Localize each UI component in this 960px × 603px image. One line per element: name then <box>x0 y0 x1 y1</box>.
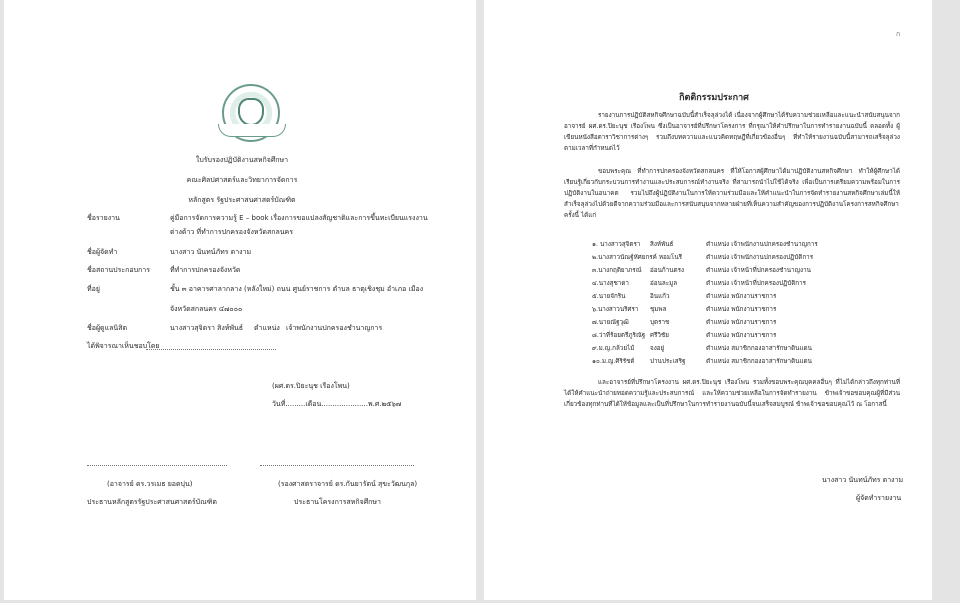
person-name: ๗.นายณัฐวุฒิ <box>592 319 629 326</box>
acknowledgement-paragraph-1: รายงานการปฏิบัติสหกิจศึกษาฉบับนี้สำเร็จลุล่วงได้ เนื่องจากผู้ศึกษาได้รับความช่วยเหลือและแนะนำสนับสนุนจากอาจารย์ ผศ.ดร.ปิยะนุช เรืองโพน ซึ่งเป็นอาจารย์ที่ปรึกษาโครงการ ที่กรุณาให้คำปรึกษาในการทำรายงานฉบับนี้ ตลอดทั้ง ผู้เขียนหนังสือตาราวิชาการต่างๆ รวมถึงบทความและแนวคิดทฤษฎีที่เกี่ยวข้องอื่นๆ ที่ทำให้รายงานฉบับนี้สามารถเสร็จลุล่วงตามเวลาที่กำหนดไว้ <box>564 112 900 152</box>
field-label-supervisor: ชื่อผู้ดูแลนิสิต <box>87 324 128 332</box>
certificate-title: ใบรับรองปฏิบัติงานสหกิจศึกษา <box>195 156 289 164</box>
person-name: ๙.ม.ญ.กล้วยไม้ <box>592 345 635 352</box>
person-surname: จงอยู่ <box>650 345 665 352</box>
person-name: ๓.นางกฤติยาภรณ์ <box>592 267 642 274</box>
person-position: ตำแหน่ง เจ้าพนักงานปกครองชำนาญการ <box>706 241 818 248</box>
program-name: หลักสูตร รัฐประศาสนศาสตร์บัณฑิต <box>188 196 296 204</box>
person-name: ๒.นางสาวนัณฐ์หัศยกรค์ หอมโนรี <box>592 254 683 261</box>
seal-ribbon-icon <box>218 124 286 137</box>
signer1-title: ประธานหลักสูตรรัฐประศาสนศาสตร์บัณฑิต <box>87 498 217 506</box>
person-position: ตำแหน่ง สมาชิกกองอาสารักษาดินแดน <box>706 345 812 352</box>
signer1-name: (อาจารย์ ดร.วรเมธ ยอดบุ่น) <box>107 480 193 488</box>
university-seal-logo <box>222 84 280 142</box>
person-surname: อ่อนละมูล <box>650 280 678 287</box>
seal-emblem-icon <box>238 98 264 126</box>
field-label-position: ตำแหน่ง <box>254 324 280 332</box>
signer2-name: (รองศาสตราจารย์ ดร.กันยารัตน์ สุขะวัฒนกุล) <box>278 480 418 488</box>
person-name: ๔.นางสุชาดา <box>592 280 629 287</box>
acknowledgement-title: กิตติกรรมประกาศ <box>679 93 749 103</box>
field-value-supervisor: นางสาวสุจิตรา สิงห์พันธ์ <box>170 324 244 332</box>
person-position: ตำแหน่ง พนักงานราชการ <box>706 319 777 326</box>
acknowledgement-paragraph-3: และอาจารย์ที่ปรึกษาโครงงาน ผศ.ดร.ปิยะนุช เรืองโพน รวมทั้งขอบพระคุณบุคคลอื่นๆ ที่ไม่ได้กล่าวถึงทุกท่านที่ได้ให้คำแนะนำถ่ายทอดความรู้และประสบการณ์ และให้ความช่วยเหลือในการจัดทำรายงาน ข้าพเจ้าขอขอบคุณผู้ที่มีส่วนเกี่ยวข้องทุกท่านที่ได้ให้ข้อมูลและเป็นที่ปรึกษาในการทำรายงานฉบับนี้จนเสร็จสมบูรณ์ ข้าพเจ้าขอขอบคุณไว้ ณ โอกาสนี้ <box>564 379 900 408</box>
person-name: ๑. นางสาวสุจิตรา <box>592 241 641 248</box>
faculty-name: คณะศิลปศาสตร์และวิทยาการจัดการ <box>186 176 298 184</box>
field-label-author: ชื่อผู้จัดทำ <box>87 248 118 256</box>
person-surname: ชุมพล <box>650 306 667 313</box>
field-value-address: ชั้น ๓ อาคารศาลากลาง (หลังใหม่) ถนน ศูนย์ราชการ ตำบล ธาตุเชิงชุม อำเภอ เมือง <box>170 285 424 293</box>
document-page-left <box>4 0 476 600</box>
person-position: ตำแหน่ง พนักงานราชการ <box>706 293 777 300</box>
person-position: ตำแหน่ง เจ้าหน้าที่ปกครองปฏิบัติการ <box>706 280 807 287</box>
person-position: ตำแหน่ง เจ้าหน้าที่ปกครองชำนาญงาน <box>706 267 811 274</box>
person-name: ๕.นายจักริน <box>592 293 626 300</box>
acknowledgement-paragraph-2: ขอบพระคุณ ที่ทำการปกครองจังหวัดสกลนคร ที่ให้โอกาสผู้ศึกษาได้มาปฏิบัติงานสหกิจศึกษา ทำให้ผู้ศึกษาได้เรียนรู้เกี่ยวกับกระบวนการทำงานและประสบการณ์ทำงานจริง ที่สามารถนำไปใช้ได้จริง เพื่อเป็นการเตรียมความพร้อมในการปฏิบัติงานในอนาคต รวมไปถึงผู้ปฏิบัติงานในการให้ความร่วมมือและให้คำแนะนำในการจัดทำรายงานสหกิจศึกษาเล่มนี้ให้สำเร็จลุล่วงไปด้วยดีจากความร่วมมือและการสนับสนุนจากหลายฝ่ายที่เห็นความสำคัญของการปฏิบัติงานโครงการสหกิจศึกษาครั้งนี้ ได้แก่ <box>564 168 900 219</box>
field-value-workplace: ที่ทำการปกครองจังหวัด <box>170 266 241 274</box>
field-value-report-cont: ต่างด้าว ที่ทำการปกครองจังหวัดสกลนคร <box>170 228 293 236</box>
approval-signature-line <box>146 349 276 350</box>
person-surname: อ่อนก้านตรง <box>650 267 685 274</box>
approval-label: ได้พิจารณาเห็นชอบโดย <box>87 342 160 350</box>
field-value-address-cont: จังหวัดสกลนคร ๔๗๐๐๐ <box>170 305 243 313</box>
field-value-position: เจ้าพนักงานปกครองชำนาญการ <box>286 324 383 332</box>
advisor-date-line: วันที่.........เดือน.....................พ.ศ.๒๕๖๗ <box>272 400 402 408</box>
signer-role: ผู้จัดทำรายงาน <box>856 494 902 502</box>
person-surname: สิงห์พันธ์ <box>650 241 674 248</box>
person-position: ตำแหน่ง สมาชิกกองอาสารักษาดินแดน <box>706 358 812 365</box>
person-position: ตำแหน่ง พนักงานราชการ <box>706 306 777 313</box>
page-number: ก <box>896 30 901 38</box>
person-position: ตำแหน่ง เจ้าพนักงานปกครองปฏิบัติการ <box>706 254 814 261</box>
person-name: ๖.นางสาวนริศรา <box>592 306 639 313</box>
person-surname: อินแก้ว <box>650 293 670 300</box>
advisor-name: (ผศ.ดร.ปิยะนุช เรืองโพน) <box>272 382 350 390</box>
person-position: ตำแหน่ง พนักงานราชการ <box>706 332 777 339</box>
document-page-right <box>484 0 932 600</box>
person-name: ๘.ว่าที่ร้อยตรีภูริณัฐ <box>592 332 646 339</box>
person-surname: บุตราช <box>650 319 670 326</box>
person-name: ๑๐.ม.ญ.ศิริรัชต์ <box>592 358 635 365</box>
field-value-author: นางสาว นันทน์ภัทร ตางาม <box>170 248 252 256</box>
field-label-report: ชื่อรายงาน <box>87 214 120 222</box>
signature-line-2 <box>260 465 414 466</box>
signer2-title: ประธานโครงการสหกิจศึกษา <box>294 498 381 506</box>
person-surname: ศรีวิชัย <box>650 332 669 339</box>
signer-name: นางสาว นันทน์ภัทร ตางาม <box>822 476 904 484</box>
person-surname: ปานประเสริฐ <box>650 358 686 365</box>
field-value-report: คู่มือการจัดการความรู้ E – book เรื่องการขอแปลงสัญชาติและการขึ้นทะเบียนแรงงาน <box>170 214 428 222</box>
signature-line-1 <box>87 465 227 466</box>
field-label-address: ที่อยู่ <box>87 285 100 293</box>
field-label-workplace: ชื่อสถานประกอบการ <box>87 266 150 274</box>
